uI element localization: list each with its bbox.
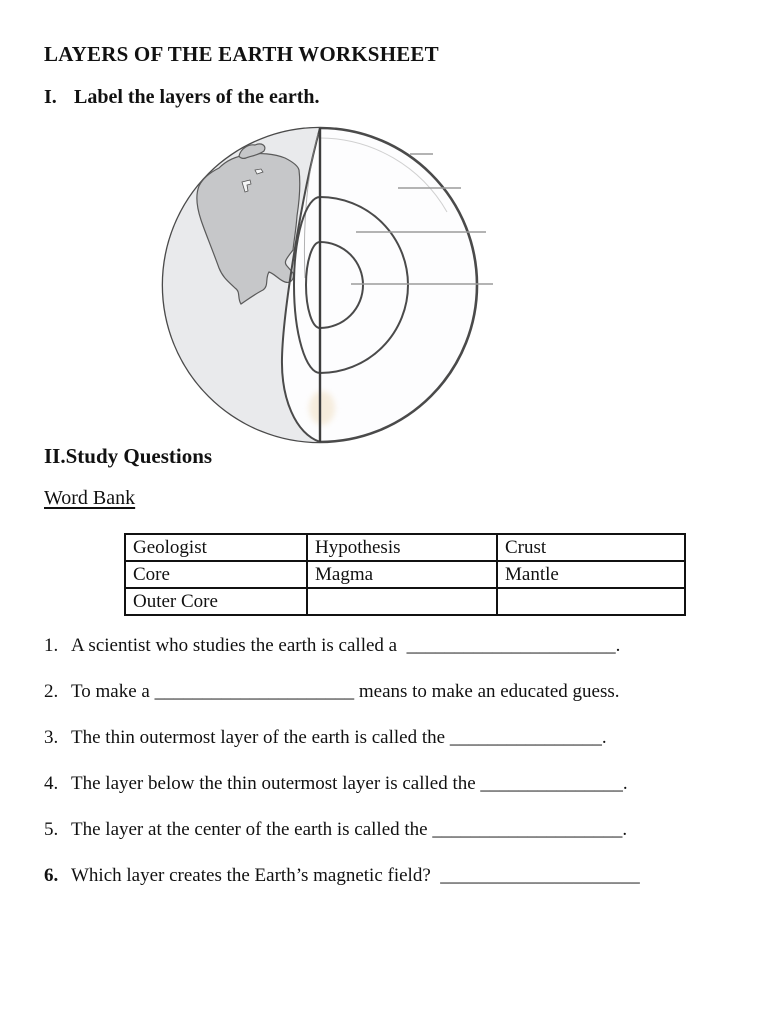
question-6 — [44, 864, 760, 888]
question-number: 5. — [44, 819, 59, 840]
word-bank-cell: Outer Core — [125, 588, 307, 615]
earth-cutaway-diagram — [135, 108, 515, 453]
word-bank-cell: Crust — [497, 534, 685, 561]
word-bank-cell: Geologist — [125, 534, 307, 561]
question-2 — [44, 680, 760, 704]
question-3 — [44, 726, 760, 750]
question-number: 3. — [44, 727, 59, 748]
worksheet-title: LAYERS OF THE EARTH WORKSHEET — [44, 42, 439, 66]
question-number: 6. — [44, 865, 59, 886]
section1-heading — [44, 86, 320, 109]
question-5 — [44, 818, 760, 842]
table-row — [125, 561, 685, 588]
core-smudge — [309, 391, 335, 425]
question-text: Which layer creates the Earth’s magnetic field? _____________________ — [71, 865, 640, 886]
section1-numeral: I. — [44, 86, 57, 108]
word-bank-cell: Mantle — [497, 561, 685, 588]
section2-heading: II.Study Questions — [44, 444, 213, 468]
word-bank-label: Word Bank — [44, 487, 136, 509]
word-bank-cell: Magma — [307, 561, 497, 588]
word-bank-cell — [497, 588, 685, 615]
table-row — [125, 534, 685, 561]
question-number: 4. — [44, 773, 59, 794]
question-1 — [44, 634, 760, 658]
word-bank-cell — [307, 588, 497, 615]
question-text: A scientist who studies the earth is called a ______________________. — [71, 635, 621, 656]
word-bank-cell: Core — [125, 561, 307, 588]
table-row — [125, 588, 685, 615]
question-number: 2. — [44, 681, 59, 702]
question-number: 1. — [44, 635, 59, 656]
question-text: The thin outermost layer of the earth is called the ________________. — [71, 727, 607, 748]
question-4 — [44, 772, 760, 796]
question-text: The layer at the center of the earth is called the ____________________. — [71, 819, 628, 840]
question-text: The layer below the thin outermost layer is called the _______________. — [71, 773, 628, 794]
section1-heading-text: Label the layers of the earth. — [74, 86, 320, 108]
study-questions — [44, 634, 760, 910]
question-text: To make a _____________________ means to make an educated guess. — [71, 681, 620, 702]
word-bank-cell: Hypothesis — [307, 534, 497, 561]
word-bank-table — [124, 533, 686, 616]
